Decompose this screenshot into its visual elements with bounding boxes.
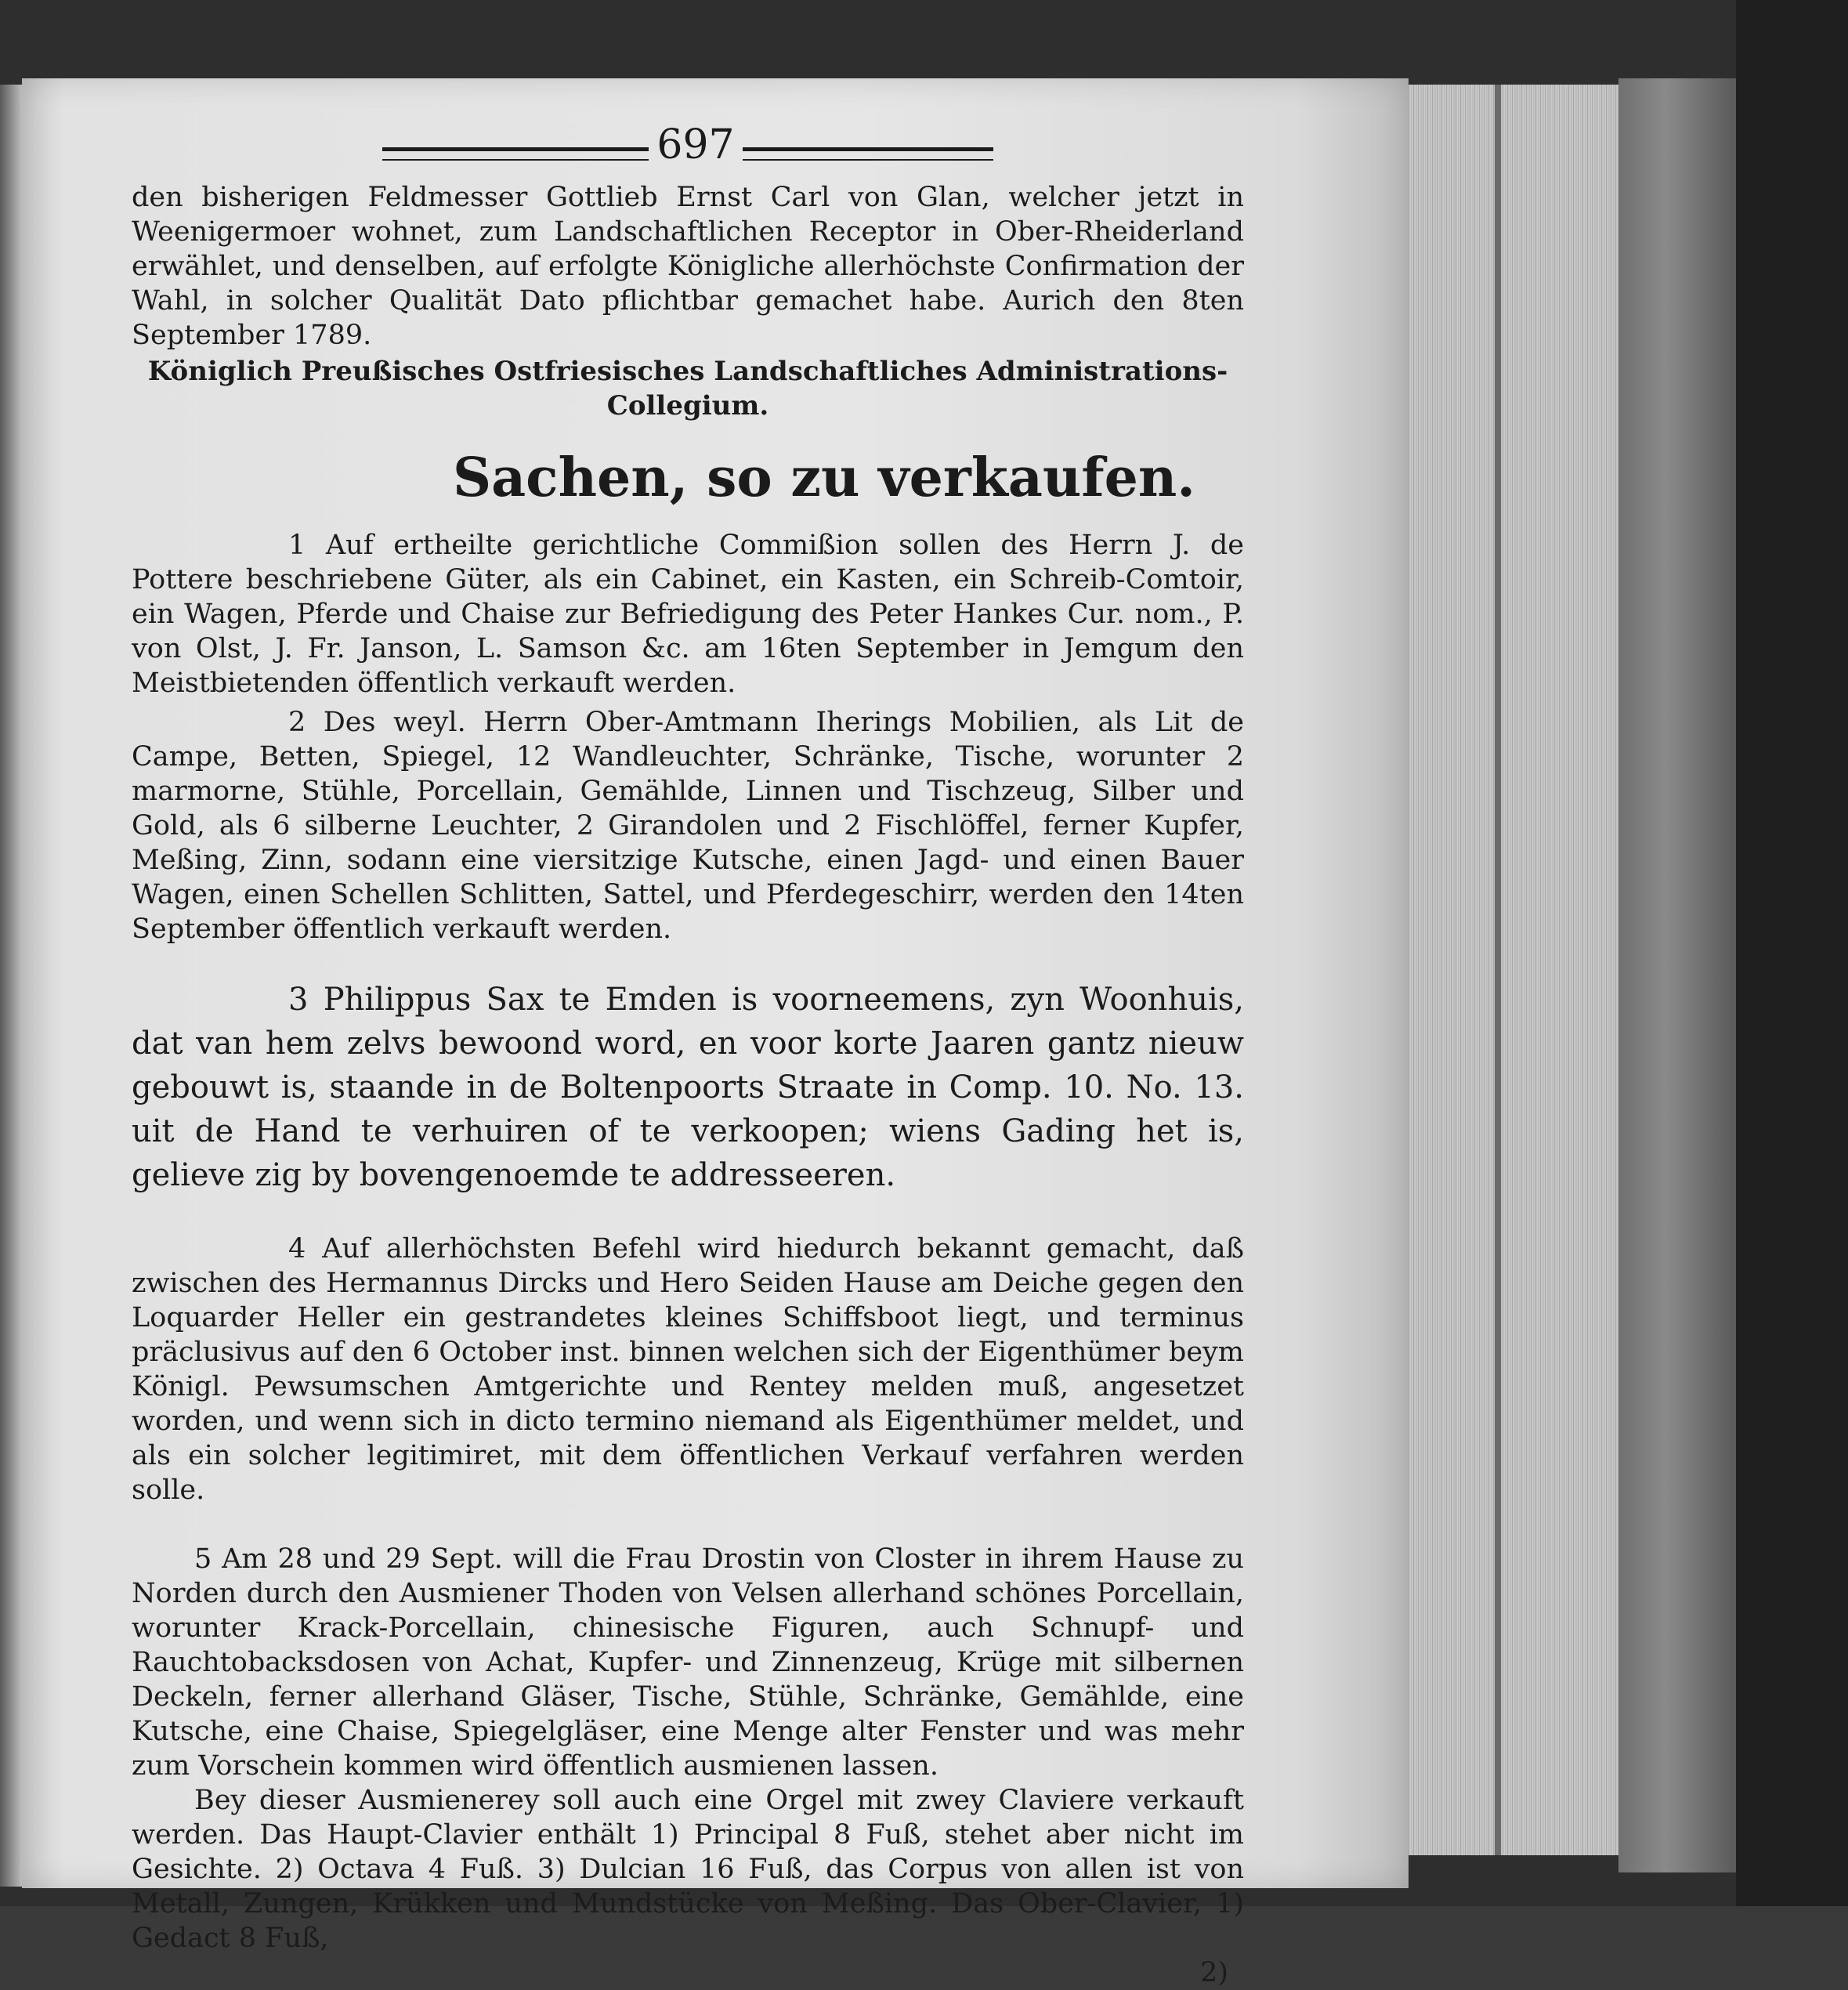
item-number: 2 (288, 707, 306, 738)
item-text: Philippus Sax te Emden is voorneemens, zyn Woonhuis, dat van hem zelvs bewoond word, en voor korte Jaaren gantz nieuw gebouwt is, staande in de Boltenpoorts Straate in Comp. 10. No. 13. uit de Hand te verhuiren of te verkoopen; wiens Gading het is, gelieve zig by bovengenoemde te addresseeren. (132, 982, 1245, 1193)
notice-item-2 (132, 705, 1244, 946)
item-number: 1 (288, 530, 306, 561)
page-number: 697 (656, 121, 735, 168)
notice-item-3 (132, 978, 1244, 1197)
page-block-edge (1409, 85, 1618, 1855)
page-header (132, 118, 1244, 180)
intro-paragraph: den bisherigen Feldmesser Gottlieb Ernst Carl von Glan, welcher jetzt in Weenigermoer wohnet, zum Landschaftlichen Receptor in Ober-Rheiderland erwählet, und denselben, auf erfolgte Königliche allerhöchste Confirmation der Wahl, in solcher Qualität Dato pflichtbar gemachet habe. Aurich den 8ten September 1789. (132, 182, 1244, 351)
item-text: Auf ertheilte gerichtliche Commißion sollen des Herrn J. de Pottere beschriebene Güter, als ein Cabinet, ein Kasten, ein Schreib-Comtoir, ein Wagen, Pferde und Chaise zur Befriedigung des Peter Hankes Cur. nom., P. von Olst, J. Fr. Janson, L. Samson &c. am 16ten September in Jemgum den Meistbietenden öffentlich verkauft werden. (132, 530, 1244, 699)
notice-item-5-continuation: Bey dieser Ausmienerey soll auch eine Orgel mit zwey Claviere verkauft werden. Das Haupt-Clavier enthält 1) Principal 8 Fuß, stehet aber nicht im Gesichte. 2) Octava 4 Fuß. 3) Dulcian 16 Fuß, das Corpus von allen ist von Metall, Zungen, Krükken und Mundstücke von Meßing. Das Ober-Clavier, 1) Gedact 8 Fuß, (132, 1785, 1244, 1954)
section-title: Sachen, so zu verkaufen. (453, 447, 1195, 509)
book-cover-back (1736, 0, 1848, 1906)
catchword: 2) (1200, 1957, 1228, 1988)
notice-item-4 (132, 1232, 1244, 1507)
item-text: Am 28 und 29 Sept. will die Frau Drostin von Closter in ihrem Hause zu Norden durch den Ausmiener Thoden von Velsen allerhand schönes Porcellain, worunter Krack-Porcellain, chinesische Figuren, auch Schnupf- und Rauchtobacksdosen von Achat, Kupfer- und Zinnenzeug, Krüge mit silbernen Deckeln, ferner allerhand Gläser, Tische, Stühle, Schränke, Gemählde, eine Kutsche, eine Chaise, Spiegelgläser, eine Menge alter Fenster und was mehr zum Vorschein kommen wird öffentlich ausmienen lassen. (132, 1543, 1244, 1782)
item-number: 4 (288, 1233, 306, 1265)
notice-item-5 (132, 1542, 1244, 1783)
item-text: Auf allerhöchsten Befehl wird hiedurch bekannt gemacht, daß zwischen des Hermannus Dircks und Hero Seiden Hause am Deiche gegen den Loquarder Heller ein gestrandetes kleines Schiffsboot liegt, und terminus präclusivus auf den 6 October inst. binnen welchen sich der Eigenthümer beym Königl. Pewsumschen Amtgerichte und Rentey melden muß, angesetzet worden, und wenn sich in dicto termino niemand als Eigenthümer meldet, und als ein solcher legitimiret, mit dem öffentlichen Verkauf verfahren werden solle. (132, 1233, 1244, 1506)
header-rule-left (382, 147, 649, 161)
header-rule-right (743, 147, 993, 161)
page-content (132, 118, 1244, 1990)
item-text: Des weyl. Herrn Ober-Amtmann Iherings Mobilien, als Lit de Campe, Betten, Spiegel, 12 Wandleuchter, Schränke, Tische, worunter 2 marmorne, Stühle, Porcellain, Gemählde, Linnen und Tischzeug, Silber und Gold, als 6 silberne Leuchter, 2 Girandolen und 2 Fischlöffel, ferner Kupfer, Meßing, Zinn, sodann eine viersitzige Kutsche, einen Jagd- und einen Bauer Wagen, einen Schellen Schlitten, Sattel, und Pferdegeschirr, werden den 14ten September öffentlich verkauft werden. (132, 707, 1244, 945)
signature: Königlich Preußisches Ostfriesisches Landschaftliches Administrations-Collegium. (147, 356, 1228, 422)
notice-item-1 (132, 528, 1244, 700)
item-number: 5 (194, 1543, 212, 1575)
left-page-edge (0, 85, 22, 1887)
book-cover-edge (1618, 78, 1736, 1872)
item-number: 3 (288, 982, 309, 1018)
